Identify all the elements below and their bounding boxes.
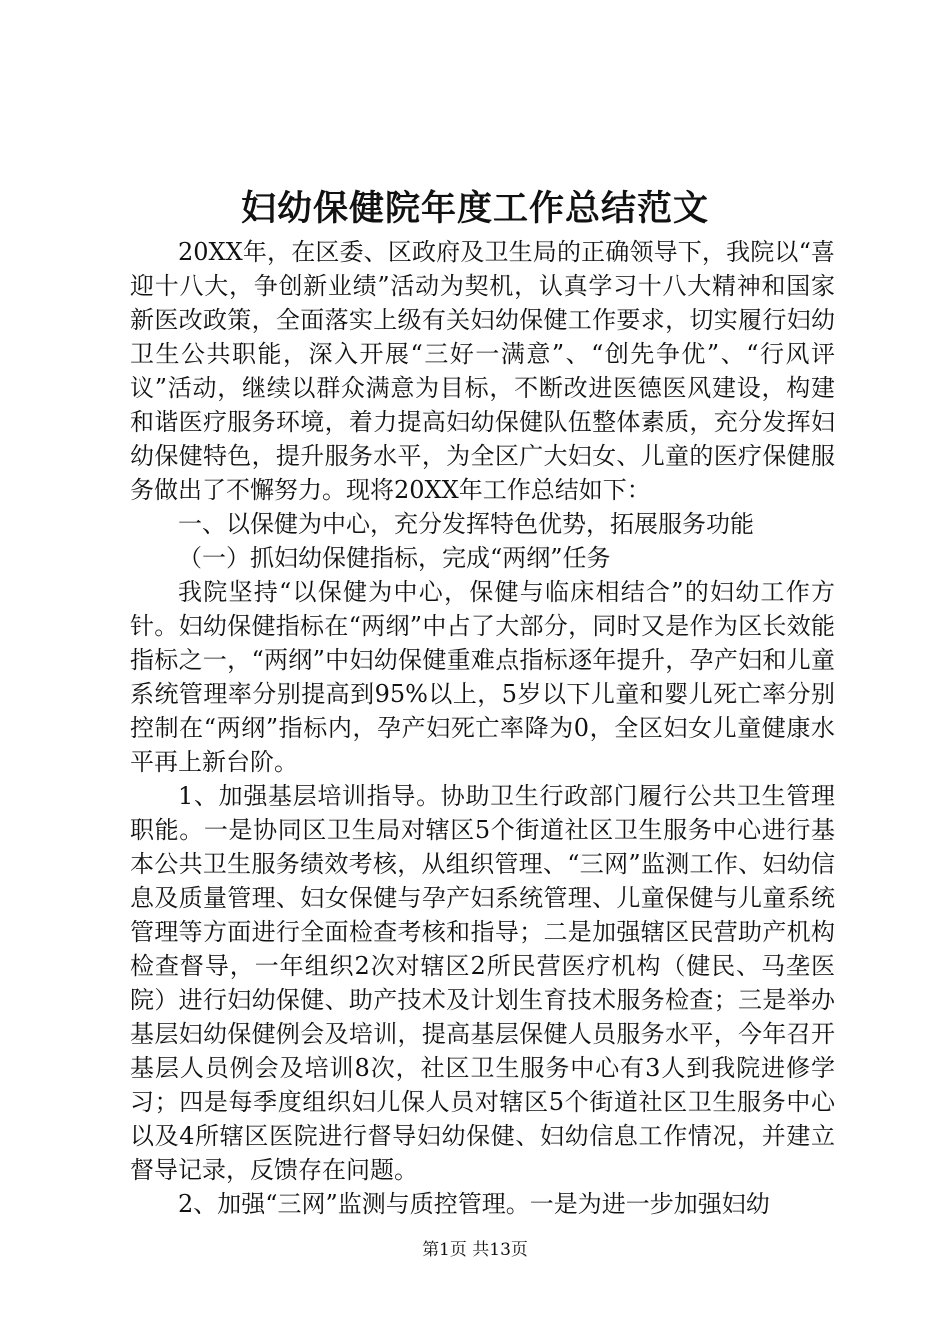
paragraph-item-1: 1、加强基层培训指导。协助卫生行政部门履行公共卫生管理职能。一是协同区卫生局对辖区5个街道社区卫生服务中心进行基本公共卫生服务绩效考核，从组织管理、“三网”监测工作、妇幼信息及质量管理、妇女保健与孕产妇系统管理、儿童保健与儿童系统管理等方面进行全面检查考核和指导；二是加强辖区民营助产机构检查督导，一年组织2次对辖区2所民营医疗机构（健民、马垄医院）进行妇幼保健、助产技术及计划生育技术服务检查；三是举办基层妇幼保健例会及培训，提高基层保健人员服务水平，今年召开基层人员例会及培训8次，社区卫生服务中心有3人到我院进修学习；四是每季度组织妇儿保人员对辖区5个街道社区卫生服务中心以及4所辖区医院进行督导妇幼保健、妇幼信息工作情况，并建立督导记录，反馈存在问题。 (130, 782, 835, 1184)
section-heading-1: 一、以保健为中心，充分发挥特色优势，拓展服务功能 (178, 510, 754, 538)
page-footer: 第1页 共13页 (422, 1240, 528, 1260)
paragraph-guideline: 我院坚持“以保健为中心，保健与临床相结合”的妇幼工作方针。妇幼保健指标在“两纲”中占了大部分，同时又是作为区长效能指标之一，“两纲”中妇幼保健重难点指标逐年提升，孕产妇和儿童系统管理率分别提高到95%以上，5岁以下儿童和婴儿死亡率分别控制在“两纲”指标内，孕产妇死亡率降为0，全区妇女儿童健康水平再上新台阶。 (130, 578, 835, 776)
paragraph-intro: 20XX年，在区委、区政府及卫生局的正确领导下，我院以“喜迎十八大，争创新业绩”活动为契机，认真学习十八大精神和国家新医改政策，全面落实上级有关妇幼保健工作要求，切实履行妇幼卫生公共职能，深入开展“三好一满意”、“创先争优”、“行风评议”活动，继续以群众满意为目标，不断改进医德医风建设，构建和谐医疗服务环境，着力提高妇幼保健队伍整体素质，充分发挥妇幼保健特色，提升服务水平，为全区广大妇女、儿童的医疗保健服务做出了不懈努力。现将20XX年工作总结如下： (130, 238, 835, 504)
document-body (130, 235, 835, 1221)
paragraph-item-2: 2、加强“三网”监测与质控管理。一是为进一步加强妇幼 (178, 1190, 770, 1218)
subsection-heading-1: （一）抓妇幼保健指标，完成“两纲”任务 (178, 544, 611, 572)
document-title: 妇幼保健院年度工作总结范文 (240, 188, 709, 229)
